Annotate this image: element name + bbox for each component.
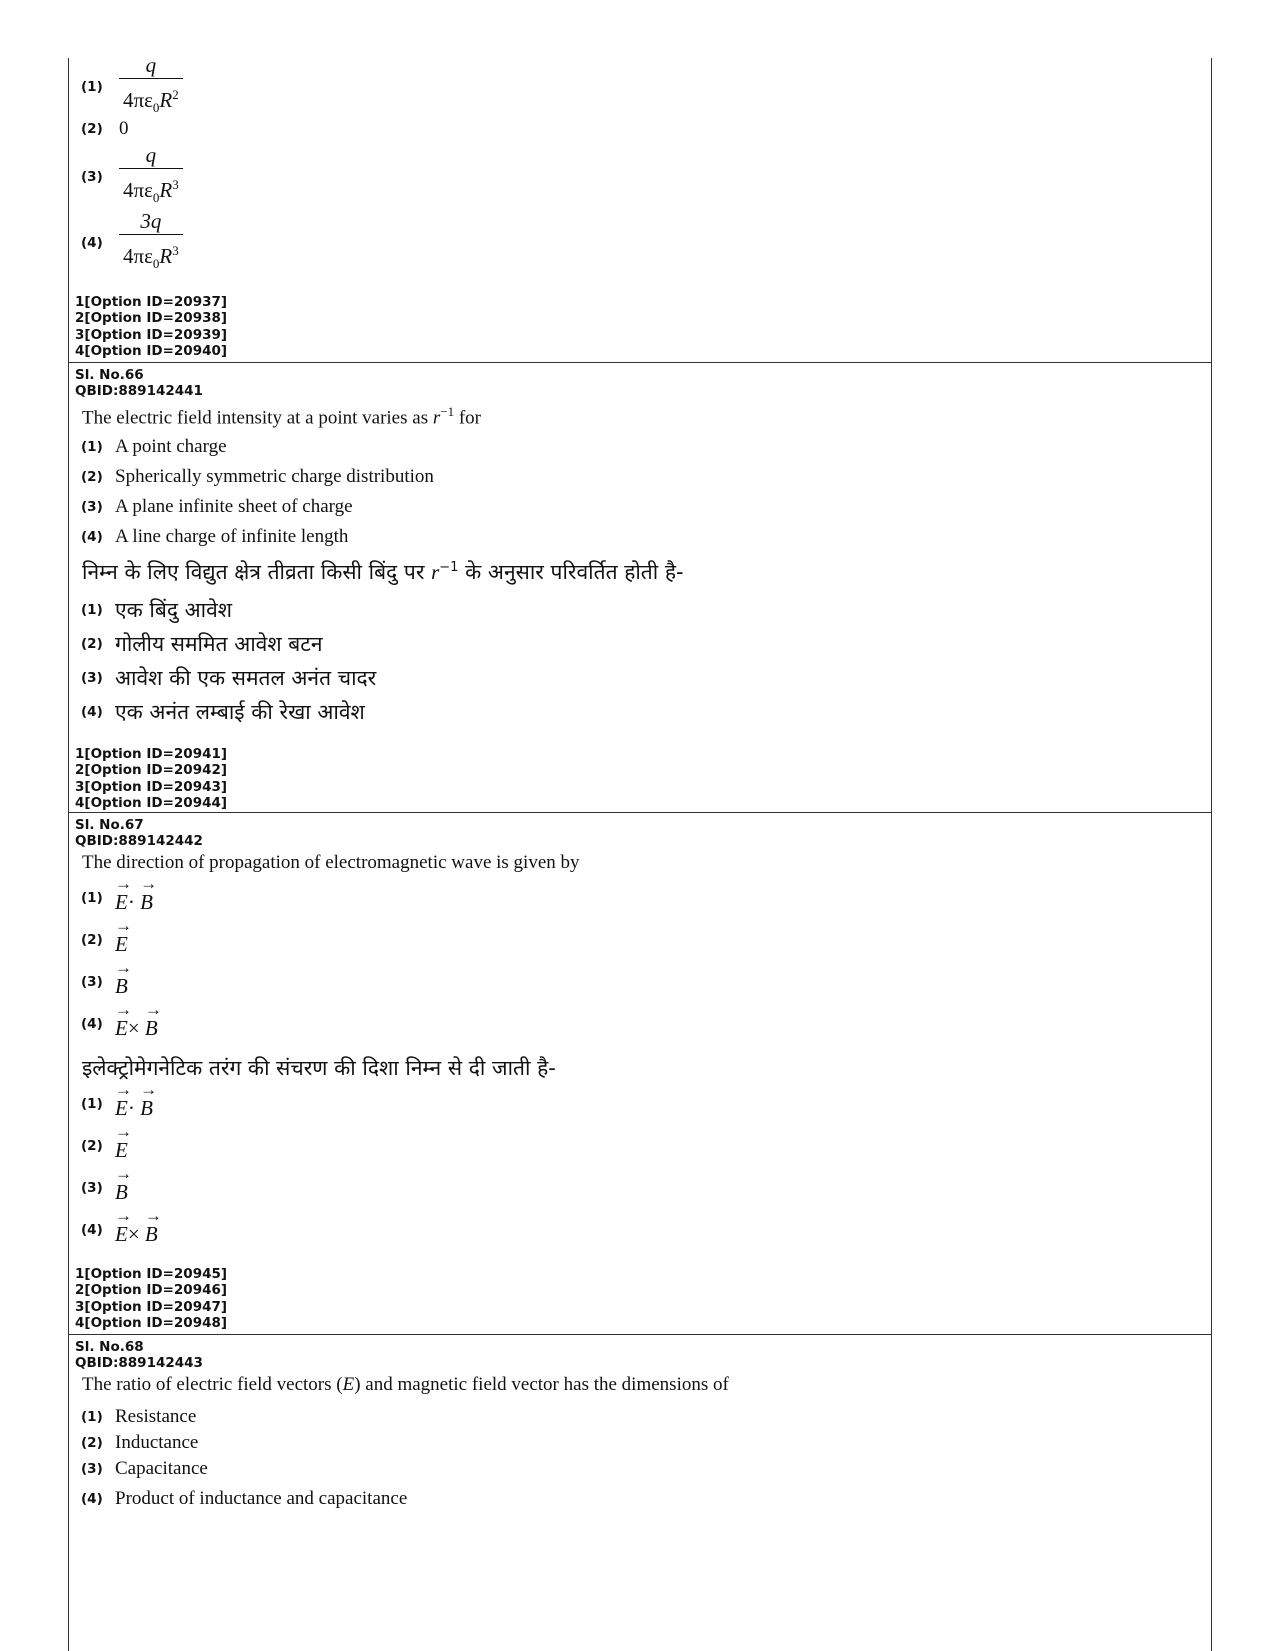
option-number: (1) xyxy=(81,1409,103,1425)
q67-option-hi-4 xyxy=(81,1212,158,1247)
den-sup: 2 xyxy=(172,87,179,102)
q66-option-hi-2 xyxy=(81,630,323,658)
q67-option-en-4 xyxy=(81,1006,158,1041)
option-text: एक अनंत लम्बाई की रेखा आवेश xyxy=(115,700,365,724)
option-number: (2) xyxy=(81,1137,103,1154)
option-id: 2[Option ID=20942] xyxy=(75,762,228,779)
question-part: निम्न के लिए विद्युत क्षेत्र तीव्रता किसी बिंदु पर xyxy=(82,560,432,584)
vector-b: → B xyxy=(145,1006,158,1041)
q67-option-en-1 xyxy=(81,880,153,915)
option-id-list xyxy=(75,1266,227,1331)
option-text: Product of inductance and capacitance xyxy=(115,1488,408,1509)
question-part: ) and magnetic field vector has the dimensions of xyxy=(354,1374,729,1395)
option-number: (4) xyxy=(81,704,103,720)
question-divider xyxy=(69,362,1211,363)
question-part: for xyxy=(454,407,481,429)
option-number: (3) xyxy=(81,670,103,686)
vector-e: → E xyxy=(115,1128,128,1163)
q66-option-en-4 xyxy=(81,526,348,548)
option-number: (3) xyxy=(81,499,103,515)
cross-operator: × xyxy=(127,1222,140,1246)
option-id: 2[Option ID=20938] xyxy=(75,310,228,327)
question-sup: −1 xyxy=(439,560,459,575)
den-var: R xyxy=(159,88,173,112)
vector-b: → B xyxy=(145,1212,158,1247)
q65-option-2 xyxy=(81,118,129,140)
question-part: The ratio of electric field vectors ( xyxy=(82,1374,343,1395)
option-number: (2) xyxy=(81,636,103,652)
option-id: 4[Option ID=20940] xyxy=(75,342,228,359)
option-id: 2[Option ID=20946] xyxy=(75,1282,228,1299)
dot-operator: · xyxy=(127,890,135,914)
option-number: (1) xyxy=(81,1095,103,1112)
serial-number: Sl. No.66 xyxy=(75,367,144,383)
q66-option-en-3 xyxy=(81,496,353,518)
q67-option-hi-2 xyxy=(81,1128,128,1163)
den-prefix: 4πε xyxy=(123,244,153,268)
fraction xyxy=(119,52,183,122)
qbid: QBID:889142443 xyxy=(75,1355,203,1371)
vector-b: → B xyxy=(115,1170,128,1205)
fraction-numerator: q xyxy=(119,52,183,79)
question-68-block xyxy=(69,1336,1211,1651)
option-number: (4) xyxy=(81,1015,103,1032)
option-number: (4) xyxy=(81,235,103,252)
option-text: Inductance xyxy=(115,1432,199,1453)
q68-option-3 xyxy=(81,1458,208,1480)
option-text: एक बिंदु आवेश xyxy=(115,598,233,622)
question-divider xyxy=(69,812,1211,813)
vector-b: → B xyxy=(140,1086,153,1121)
option-number: (1) xyxy=(81,602,103,618)
qbid: QBID:889142442 xyxy=(75,833,203,849)
option-text: Resistance xyxy=(115,1406,197,1427)
fraction xyxy=(119,208,183,278)
question-part: के अनुसार परिवर्तित होती है- xyxy=(458,560,684,584)
option-number: (1) xyxy=(81,889,103,906)
option-number: (1) xyxy=(81,79,103,96)
den-var: R xyxy=(159,244,173,268)
vector-expression xyxy=(115,1180,128,1204)
question-text-en: The direction of propagation of electromagnetic wave is given by xyxy=(82,852,580,873)
q65-option-1 xyxy=(81,52,183,122)
q67-option-en-3 xyxy=(81,964,128,999)
cross-operator: × xyxy=(127,1016,140,1040)
vector-expression xyxy=(115,974,128,998)
vector-e: → E xyxy=(115,922,128,957)
vector-b: → B xyxy=(140,880,153,915)
q68-option-4 xyxy=(81,1488,407,1510)
q65-option-4 xyxy=(81,208,183,278)
option-number: (4) xyxy=(81,1221,103,1238)
option-id-list xyxy=(75,294,227,359)
option-id-list xyxy=(75,746,227,811)
question-65-block xyxy=(69,53,1211,363)
den-prefix: 4πε xyxy=(123,88,153,112)
fraction-denominator xyxy=(119,79,183,122)
option-text: A point charge xyxy=(115,436,227,457)
question-text-hi xyxy=(82,558,684,586)
option-text: Spherically symmetric charge distribution xyxy=(115,466,434,487)
fraction-numerator: q xyxy=(119,142,183,169)
option-number: (4) xyxy=(81,529,103,545)
option-text: 0 xyxy=(119,118,129,139)
den-sub: 0 xyxy=(152,256,160,272)
question-text-hi: इलेक्ट्रोमेगनेटिक तरंग की संचरण की दिशा निम्न से दी जाती है- xyxy=(82,1056,556,1080)
option-id: 4[Option ID=20948] xyxy=(75,1314,228,1331)
den-sub: 0 xyxy=(152,190,160,206)
question-part: The electric field intensity at a point varies as xyxy=(82,407,433,429)
vector-e: → E xyxy=(115,1212,128,1247)
den-var: R xyxy=(159,178,173,202)
question-text-en xyxy=(82,404,481,429)
den-sup: 3 xyxy=(172,243,179,258)
option-number: (4) xyxy=(81,1491,103,1507)
option-id: 3[Option ID=20943] xyxy=(75,778,228,795)
question-divider xyxy=(69,1334,1211,1335)
fraction-denominator xyxy=(119,169,183,212)
question-paper-frame xyxy=(68,53,1212,1651)
vector-expression xyxy=(115,890,153,914)
fraction xyxy=(119,142,183,212)
option-id: 3[Option ID=20939] xyxy=(75,326,228,343)
option-number: (3) xyxy=(81,1461,103,1477)
option-number: (3) xyxy=(81,1179,103,1196)
option-number: (2) xyxy=(81,469,103,485)
fraction-numerator: 3q xyxy=(119,208,183,235)
q66-option-en-1 xyxy=(81,436,227,458)
vector-b: → B xyxy=(115,964,128,999)
dot-operator: · xyxy=(127,1096,135,1120)
question-var: r xyxy=(432,407,441,429)
option-id: 1[Option ID=20937] xyxy=(75,294,228,310)
vector-e: → E xyxy=(115,1006,128,1041)
question-sup: −1 xyxy=(440,404,455,419)
serial-number: Sl. No.68 xyxy=(75,1339,144,1355)
question-text-en xyxy=(82,1374,729,1396)
option-text: गोलीय सममित आवेश बटन xyxy=(115,632,323,656)
vector-e: → E xyxy=(115,880,128,915)
option-id: 1[Option ID=20941] xyxy=(75,746,228,762)
q65-option-3 xyxy=(81,142,183,212)
option-number: (2) xyxy=(81,931,103,948)
vector-e: → E xyxy=(115,1086,128,1121)
option-text: आवेश की एक समतल अनंत चादर xyxy=(115,666,377,690)
option-id: 4[Option ID=20944] xyxy=(75,794,228,811)
q66-option-en-2 xyxy=(81,466,434,488)
q66-option-hi-4 xyxy=(81,698,365,726)
den-sub: 0 xyxy=(152,100,160,116)
question-var: r xyxy=(431,560,440,584)
option-number: (1) xyxy=(81,439,103,455)
option-number: (2) xyxy=(81,1435,103,1451)
vector-expression xyxy=(115,1016,158,1040)
question-var: E xyxy=(342,1374,355,1395)
den-prefix: 4πε xyxy=(123,178,153,202)
q67-option-hi-3 xyxy=(81,1170,128,1205)
question-67-block xyxy=(69,814,1211,1334)
vector-expression xyxy=(115,1096,153,1120)
option-id: 3[Option ID=20947] xyxy=(75,1298,228,1315)
question-66-block xyxy=(69,364,1211,814)
q67-option-en-2 xyxy=(81,922,128,957)
q67-option-hi-1 xyxy=(81,1086,153,1121)
option-text: A line charge of infinite length xyxy=(115,526,349,547)
option-text: Capacitance xyxy=(115,1458,208,1479)
q66-option-hi-3 xyxy=(81,664,376,692)
option-id: 1[Option ID=20945] xyxy=(75,1266,228,1282)
option-number: (2) xyxy=(81,121,103,137)
fraction-denominator xyxy=(119,235,183,278)
q66-option-hi-1 xyxy=(81,596,232,624)
option-number: (3) xyxy=(81,169,103,186)
vector-expression xyxy=(115,1138,128,1162)
option-number: (3) xyxy=(81,973,103,990)
vector-expression xyxy=(115,932,128,956)
qbid: QBID:889142441 xyxy=(75,383,203,399)
q68-option-1 xyxy=(81,1406,196,1428)
q68-option-2 xyxy=(81,1432,198,1454)
vector-expression xyxy=(115,1222,158,1246)
option-text: A plane infinite sheet of charge xyxy=(115,496,353,517)
serial-number: Sl. No.67 xyxy=(75,817,144,833)
den-sup: 3 xyxy=(172,177,179,192)
